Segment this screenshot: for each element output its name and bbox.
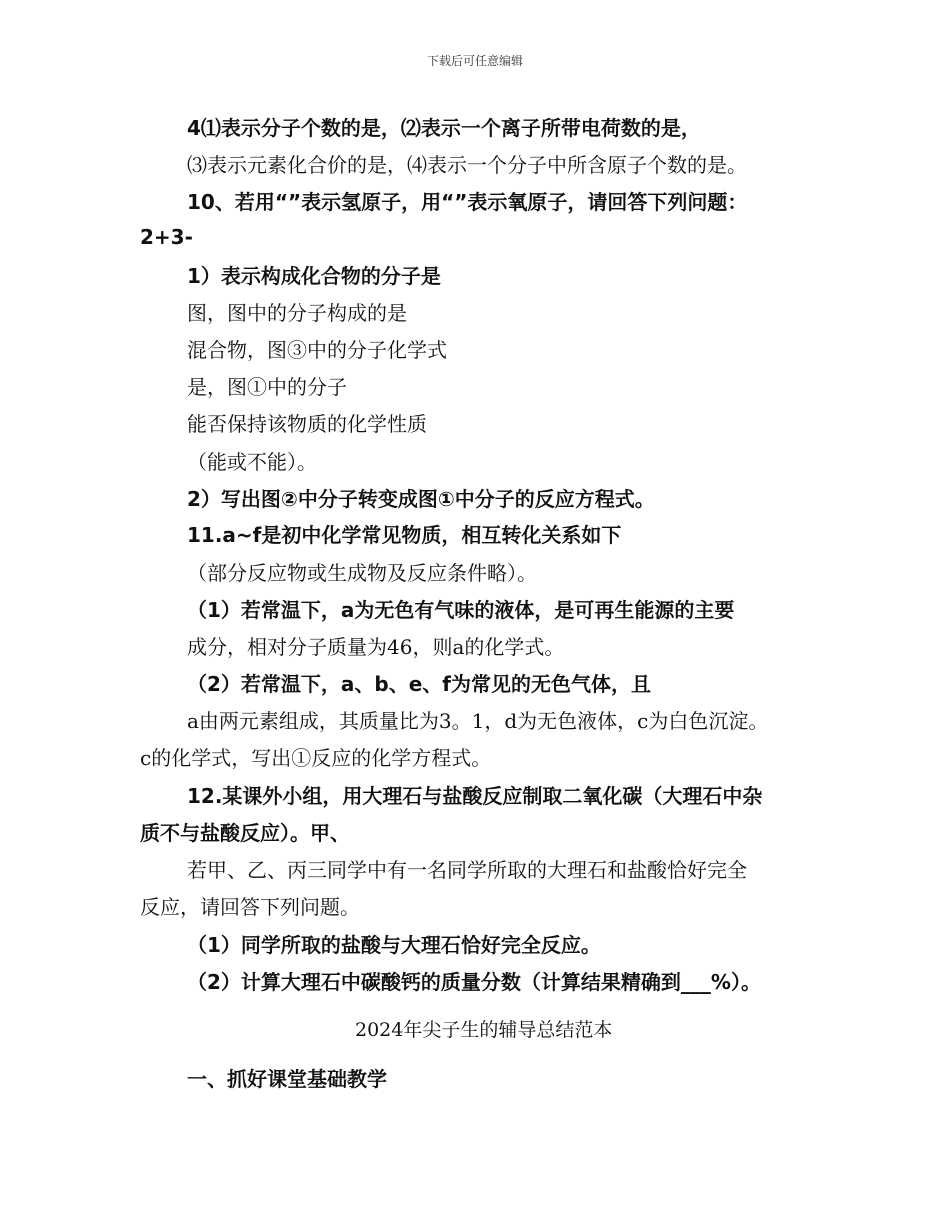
q9-line-2: ⑶表示元素化合价的是，⑷表示一个分子中所含原子个数的是。 [187,153,747,177]
q11-part1-cont: 成分，相对分子质量为46，则a的化学式。 [187,635,565,659]
q10-part2: 2）写出图②中分子转变成图①中分子的反应方程式。 [187,487,655,511]
section-heading-1: 一、抓好课堂基础教学 [187,1067,387,1091]
q12-part1: （1）同学所取的盐酸与大理石恰好完全反应。 [187,933,601,957]
q10-intro: 10、若用“”表示氢原子，用“”表示氧原子，请回答下列问题： [187,190,748,214]
q11-part2-end: c的化学式，写出①反应的化学方程式。 [140,746,492,770]
q11-part2-cont: a由两元素组成，其质量比为3。1，d为无色液体，c为白色沉淀。 [187,709,769,733]
q12-condition-cont: 反应，请回答下列问题。 [140,895,360,919]
q10-line-a: 图，图中的分子构成的是 [187,301,407,325]
section-title: 2024年尖子生的辅导总结范本 [355,1019,613,1041]
q10-line-e: （能或不能）。 [187,450,317,474]
q10-superscripts: 2+3- [140,225,193,249]
q10-line-d: 能否保持该物质的化学性质 [187,412,427,436]
q11-note: （部分反应物或生成物及反应条件略）。 [187,561,537,585]
q11-intro: 11.a~f是初中化学常见物质，相互转化关系如下 [187,523,622,547]
q9-line-1: 4⑴表示分子个数的是，⑵表示一个离子所带电荷数的是， [187,116,701,140]
q12-intro-cont: 质不与盐酸反应）。甲、 [140,821,350,845]
q10-line-c: 是，图①中的分子 [187,375,347,399]
q10-part1: 1）表示构成化合物的分子是 [187,264,441,288]
q12-part2: （2）计算大理石中碳酸钙的质量分数（计算结果精确到___%）。 [187,970,761,994]
q10-line-b: 混合物，图③中的分子化学式 [187,338,447,362]
q11-part1: （1）若常温下，a为无色有气味的液体，是可再生能源的主要 [187,598,735,622]
page-header: 下载后可任意编辑 [426,54,523,68]
q11-part2: （2）若常温下，a、b、e、f为常见的无色气体，且 [187,672,651,696]
q12-condition: 若甲、乙、丙三同学中有一名同学所取的大理石和盐酸恰好完全 [187,858,747,882]
q12-intro: 12.某课外小组，用大理石与盐酸反应制取二氧化碳（大理石中杂 [187,784,763,808]
